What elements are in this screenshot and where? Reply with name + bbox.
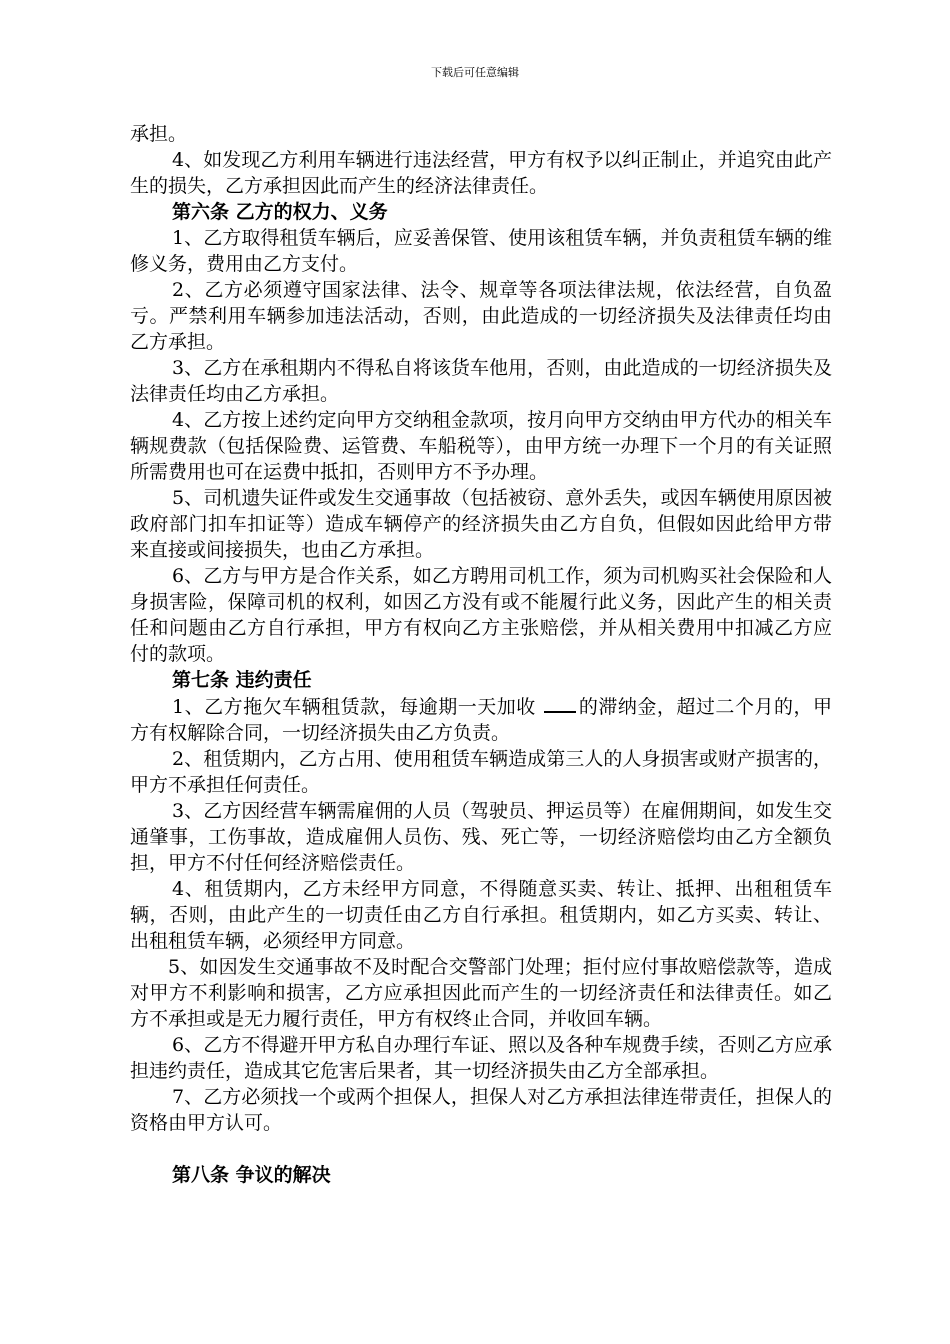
- fill-in-blank: [544, 693, 576, 713]
- clause-paragraph: [130, 693, 832, 746]
- page-header: 下载后可任意编辑: [431, 66, 519, 79]
- clause-paragraph: 4、乙方按上述约定向甲方交纳租金款项，按月向甲方交纳由甲方代办的相关车辆规费款（包括保险费、运管费、车船税等），由甲方统一办理下一个月的有关证照所需费用也可在运费中抵扣，否则甲方不予办理。: [130, 409, 832, 483]
- section-heading: 第八条 争议的解决: [172, 1164, 331, 1186]
- clause-paragraph: 4、租赁期内，乙方未经甲方同意，不得随意买卖、转让、抵押、出租租赁车辆，否则，由此产生的一切责任由乙方自行承担。租赁期内，如乙方买卖、转让、出租租赁车辆，必须经甲方同意。: [130, 878, 832, 952]
- clause-text-after: 的滞纳金，超过二个月的，甲方有权解除合同，一切经济损失由乙方负责。: [130, 696, 832, 744]
- section-heading: 第七条 违约责任: [172, 669, 312, 691]
- clause-paragraph: 6、乙方不得避开甲方私自办理行车证、照以及各种车规费手续，否则乙方应承担违约责任，造成其它危害后果者，其一切经济损失由乙方全部承担。: [130, 1034, 832, 1082]
- clause-paragraph: 7、乙方必须找一个或两个担保人，担保人对乙方承担法律连带责任，担保人的资格由甲方认可。: [130, 1086, 832, 1134]
- document-body: [130, 121, 832, 1188]
- clause-paragraph: 6、乙方与甲方是合作关系，如乙方聘用司机工作，须为司机购买社会保险和人身损害险，保障司机的权利，如因乙方没有或不能履行此义务，因此产生的相关责任和问题由乙方自行承担，甲方有权向乙方主张赔偿，并从相关费用中扣减乙方应付的款项。: [130, 565, 832, 665]
- clause-paragraph: 5、如因发生交通事故不及时配合交警部门处理；拒付应付事故赔偿款等，造成对甲方不利影响和损害，乙方应承担因此而产生的一切经济责任和法律责任。如乙方不承担或是无力履行责任，甲方有权终止合同，并收回车辆。: [130, 956, 832, 1030]
- clause-paragraph: 2、租赁期内，乙方占用、使用租赁车辆造成第三人的人身损害或财产损害的，甲方不承担任何责任。: [130, 748, 832, 796]
- clause-paragraph: 1、乙方取得租赁车辆后，应妥善保管、使用该租赁车辆，并负责租赁车辆的维修义务，费用由乙方支付。: [130, 227, 832, 275]
- section-heading: 第六条 乙方的权力、义务: [172, 201, 388, 223]
- clause-text-before: 1、乙方拖欠车辆租赁款，每逾期一天加收: [172, 696, 543, 718]
- clause-paragraph: 承担。: [130, 123, 188, 145]
- clause-paragraph: 4、如发现乙方利用车辆进行违法经营，甲方有权予以纠正制止，并追究由此产生的损失，乙方承担因此而产生的经济法律责任。: [130, 149, 832, 197]
- clause-paragraph: 3、乙方因经营车辆需雇佣的人员（驾驶员、押运员等）在雇佣期间，如发生交通肇事，工伤事故，造成雇佣人员伤、残、死亡等，一切经济赔偿均由乙方全额负担，甲方不付任何经济赔偿责任。: [130, 800, 832, 874]
- clause-paragraph: 5、司机遗失证件或发生交通事故（包括被窃、意外丢失，或因车辆使用原因被政府部门扣车扣证等）造成车辆停产的经济损失由乙方自负，但假如因此给甲方带来直接或间接损失，也由乙方承担。: [130, 487, 832, 561]
- clause-paragraph: 3、乙方在承租期内不得私自将该货车他用，否则，由此造成的一切经济损失及法律责任均由乙方承担。: [130, 357, 832, 405]
- clause-paragraph: 2、乙方必须遵守国家法律、法令、规章等各项法律法规，依法经营，自负盈亏。严禁利用车辆参加违法活动，否则，由此造成的一切经济损失及法律责任均由乙方承担。: [130, 279, 832, 353]
